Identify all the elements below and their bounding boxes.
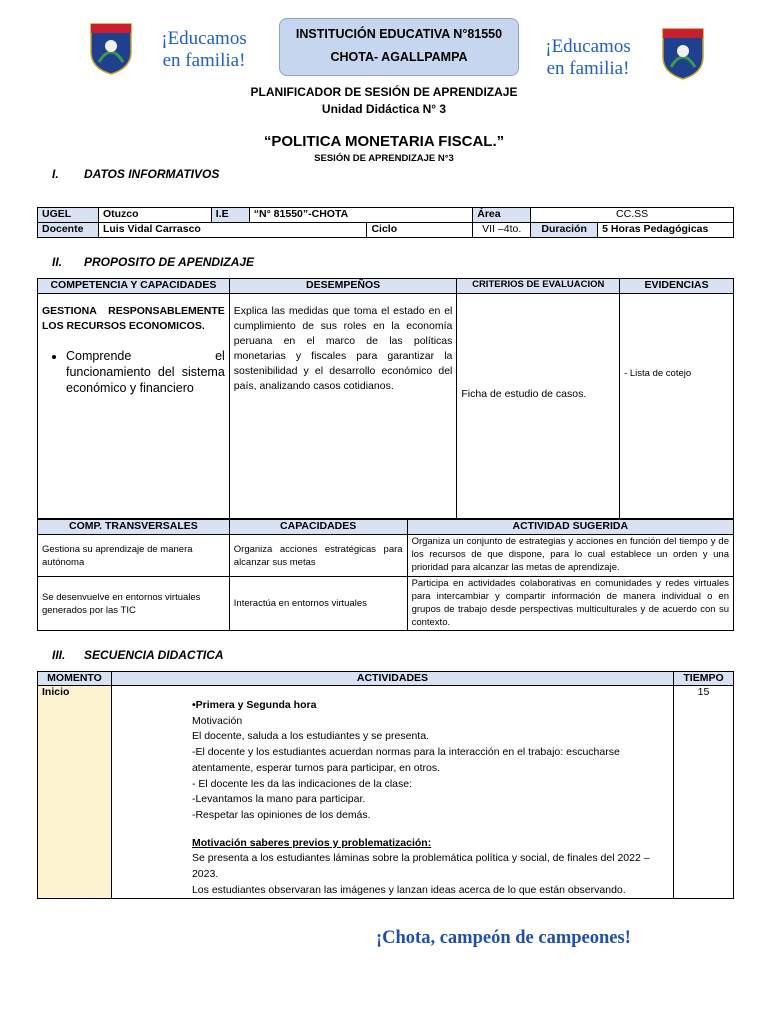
header-evidencias: EVIDENCIAS <box>620 279 734 294</box>
institution-name: INSTITUCIÓN EDUCATIVA N°81550 <box>295 27 503 41</box>
moment-inicio: Inicio <box>38 686 112 899</box>
transversal-act: Organiza un conjunto de estrategias y acciones en función del tiempo y de los recursos de que dispone, para lo cual establece un orden y una prioridad para alcanzar las metas de aprendizaje. <box>407 535 733 577</box>
purpose-table <box>37 278 734 519</box>
ciclo-label: Ciclo <box>367 223 473 238</box>
info-table <box>37 207 734 238</box>
header-criterios: CRITERIOS DE EVALUACION <box>457 279 620 294</box>
transversal-comp: Gestiona su aprendizaje de manera autónoma <box>38 535 230 577</box>
activity-line: -Respetar las opiniones de los demás. <box>191 808 371 821</box>
main-title: “POLITICA MONETARIA FISCAL.” <box>263 133 505 150</box>
transversal-comp: Se desenvuelve en entornos virtuales generados por las TIC <box>38 577 230 631</box>
slogan-right: ¡Educamos en familia! <box>545 36 631 79</box>
header-transversales: COMP. TRANSVERSALES <box>38 520 230 535</box>
hour-title: •Primera y Segunda hora <box>191 699 317 711</box>
header-capacidades: CAPACIDADES <box>229 520 407 535</box>
header-actividad: ACTIVIDAD SUGERIDA <box>407 520 733 535</box>
docente-value: Luis Vidal Carrasco <box>98 223 366 238</box>
activity-line: -Levantamos la mano para participar. <box>191 793 366 806</box>
capacidad-item: • Comprende el funcionamiento del sistema económico y financiero <box>66 348 225 396</box>
sequence-table <box>37 671 734 899</box>
institution-box <box>279 18 519 76</box>
activities-cell <box>111 686 673 899</box>
header-desempenos: DESEMPEÑOS <box>229 279 457 294</box>
slogan-left: ¡Educamos en familia! <box>161 28 247 71</box>
time-value: 15 <box>674 686 734 899</box>
table-row <box>38 577 734 631</box>
area-label: Área <box>473 208 531 223</box>
subtitle-motivacion: Motivación saberes previos y problematización: <box>191 836 432 849</box>
competencia-text: GESTIONA RESPONSABLEMENTE LOS RECURSOS ECONOMICOS. <box>42 305 225 332</box>
header-actividades: ACTIVIDADES <box>111 672 673 686</box>
header-tiempo: TIEMPO <box>674 672 734 686</box>
session-title: SESIÓN DE APRENDIZAJE N°3 <box>314 153 454 164</box>
activity-line: Se presenta a los estudiantes láminas sobre la problemática política y social, de finales del 2022 – 2023. <box>191 852 650 881</box>
planner-title: PLANIFICADOR DE SESIÓN DE APRENDIZAJE <box>250 85 518 99</box>
unit-title: Unidad Didáctica N° 3 <box>321 102 447 116</box>
school-crest-left-icon <box>89 22 133 76</box>
activity-line: El docente, saluda a los estudiantes y se presenta. <box>191 730 429 743</box>
activity-line: -El docente y los estudiantes acuerdan normas para la interacción en el trabajo: escucharse atentamente, esperar turnos para participar, en otros. <box>191 746 620 774</box>
ie-label: I.E <box>211 208 249 223</box>
docente-label: Docente <box>38 223 99 238</box>
transversal-act: Participa en actividades colaborativas en comunidades y redes virtuales para intercambiar y compartir información de manera individual o en grupos de trabajo desde perspectivas multiculturales y de acuerdo con su contexto. <box>407 577 733 631</box>
transversal-cap: Organiza acciones estratégicas para alcanzar sus metas <box>229 535 407 577</box>
table-row <box>38 535 734 577</box>
activity-line: - El docente les da las indicaciones de la clase: <box>191 777 413 790</box>
activity-line: Los estudiantes observaran las imágenes y lanzan ideas acerca de lo que están observando. <box>191 883 626 896</box>
ugel-value: Otuzco <box>98 208 211 223</box>
header-competencia: COMPETENCIA Y CAPACIDADES <box>38 279 230 294</box>
transversal-cap: Interactúa en entornos virtuales <box>229 577 407 631</box>
transversal-table <box>37 519 734 631</box>
criterio-text: Ficha de estudio de casos. <box>461 388 587 400</box>
ie-value: “N° 81550”-CHOTA <box>249 208 473 223</box>
activity-line: Motivación <box>191 714 243 727</box>
institution-location: CHOTA- AGALLPAMPA <box>330 50 468 64</box>
desempeno-text: Explica las medidas que toma el estado en el cumplimiento de sus roles en la economía peruana en el marco de las políticas monetarias y fiscales para garantizar la sostenibilidad y el desarrollo económico del país, analizando casos cotidianos. <box>233 305 453 392</box>
duracion-label: Duración <box>531 223 598 238</box>
evidencia-text: - Lista de cotejo <box>624 368 692 379</box>
footer-motto: ¡Chota, campeón de campeones! <box>376 928 631 948</box>
header-momento: MOMENTO <box>38 672 112 686</box>
area-value: CC.SS <box>531 208 734 223</box>
duracion-value: 5 Horas Pedagógicas <box>598 223 734 238</box>
school-crest-right-icon <box>661 27 705 81</box>
ugel-label: UGEL <box>38 208 99 223</box>
ciclo-value: VII –4to. <box>473 223 531 238</box>
